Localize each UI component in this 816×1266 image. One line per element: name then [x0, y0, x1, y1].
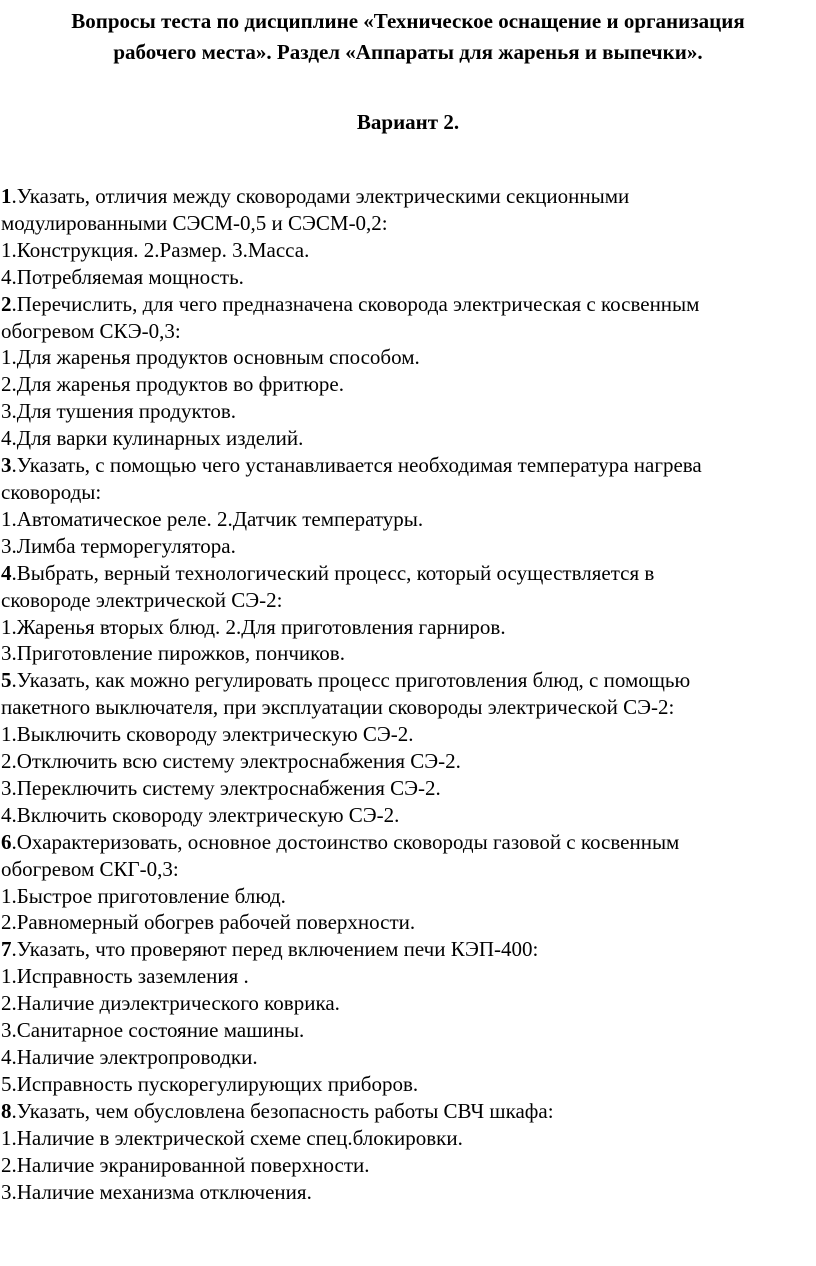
answer-option: 3.Лимба терморегулятора.	[1, 533, 236, 558]
variant-heading: Вариант 2.	[356, 110, 460, 134]
question-text: обогревом СКЭ-0,3:	[1, 318, 181, 343]
question-text: .Охарактеризовать, основное достоинство сковороды газовой с косвенным	[11, 829, 680, 854]
question-block	[1, 667, 813, 828]
question-text-line	[1, 318, 813, 345]
question-text: .Указать, что проверяют перед включением печи КЭП-400:	[11, 937, 539, 962]
answer-option: 4.Включить сковороду электрическую СЭ-2.	[1, 802, 400, 827]
answer-option: 1.Наличие в электрической схеме спец.блокировки.	[1, 1125, 463, 1150]
answer-option: 2.Отключить всю систему электроснабжения СЭ-2.	[1, 749, 461, 774]
question-number: 1	[1, 184, 12, 208]
answer-option: 4.Наличие электропроводки.	[1, 1045, 258, 1069]
question-text: модулированными СЭСМ-0,5 и СЭСМ-0,2:	[1, 210, 388, 235]
answer-option: 1.Жаренья вторых блюд. 2.Для приготовления гарниров.	[1, 614, 506, 639]
answer-option: 1.Исправность заземления .	[1, 964, 249, 989]
answer-option: 2.Равномерный обогрев рабочей поверхности.	[1, 910, 416, 935]
document-title	[0, 6, 816, 68]
question-text-line	[1, 667, 813, 694]
title-line: Вопросы теста по дисциплине «Техническое оснащение и организация	[71, 9, 745, 33]
answer-option: 2.Наличие диэлектрического коврика.	[1, 991, 340, 1016]
title-line: рабочего места». Раздел «Аппараты для жаренья и выпечки».	[113, 40, 703, 64]
question-text-line	[1, 936, 813, 963]
question-text: пакетного выключателя, при эксплуатации сковороды электрической СЭ-2:	[1, 695, 675, 720]
question-text-line	[1, 210, 813, 237]
question-text: .Указать, отличия между сковородами электрическими секционными	[11, 184, 630, 208]
question-block	[1, 183, 813, 291]
question-list	[1, 183, 813, 1205]
answer-option: 1.Выключить сковороду электрическую СЭ-2.	[1, 722, 414, 747]
answer-option: 1.Конструкция. 2.Размер. 3.Масса.	[1, 237, 310, 262]
answer-option: 1.Для жаренья продуктов основным способом.	[1, 345, 420, 370]
question-text: обогревом СКГ-0,3:	[1, 856, 179, 881]
question-text: сковороды:	[1, 479, 102, 504]
question-text: сковороде электрической СЭ-2:	[1, 587, 283, 612]
question-text-line	[1, 694, 813, 721]
question-text-line	[1, 829, 813, 856]
question-block	[1, 560, 813, 668]
answer-option: 3.Переключить систему электроснабжения СЭ-2.	[1, 775, 441, 800]
question-text-line	[1, 291, 813, 318]
question-number: 8	[1, 1098, 12, 1123]
question-text-line	[1, 452, 813, 479]
question-block	[1, 1098, 813, 1206]
question-block	[1, 291, 813, 452]
question-text-line	[1, 479, 813, 506]
question-block	[1, 936, 813, 1097]
question-text: .Указать, с помощью чего устанавливается необходимая температура нагрева	[11, 453, 702, 478]
answer-option: 3.Санитарное состояние машины.	[1, 1018, 305, 1043]
question-text: .Перечислить, для чего предназначена сковорода электрическая с косвенным	[11, 291, 700, 316]
answer-option: 5.Исправность пускорегулирующих приборов.	[1, 1071, 419, 1096]
answer-option: 3.Для тушения продуктов.	[1, 399, 237, 424]
question-text-line	[1, 560, 813, 587]
question-text-line	[1, 856, 813, 883]
question-number: 6	[1, 829, 12, 854]
question-text: .Указать, как можно регулировать процесс приготовления блюд, с помощью	[11, 668, 691, 693]
question-block	[1, 829, 813, 937]
answer-option: 2.Для жаренья продуктов во фритюре.	[1, 372, 344, 397]
question-block	[1, 452, 813, 560]
question-text-line	[1, 587, 813, 614]
question-number: 5	[1, 668, 12, 693]
answer-option: 4.Для варки кулинарных изделий.	[1, 426, 304, 451]
answer-option: 4.Потребляемая мощность.	[1, 264, 244, 289]
answer-option: 3.Приготовление пирожков, пончиков.	[1, 641, 345, 666]
question-text-line	[1, 183, 813, 210]
question-number: 2	[1, 291, 12, 316]
answer-option: 1.Быстрое приготовление блюд.	[1, 883, 286, 908]
question-number: 4	[1, 560, 12, 585]
question-text: .Указать, чем обусловлена безопасность работы СВЧ шкафа:	[11, 1098, 554, 1123]
answer-option: 2.Наличие экранированной поверхности.	[1, 1152, 370, 1177]
answer-option: 1.Автоматическое реле. 2.Датчик температуры.	[1, 506, 424, 531]
question-text: .Выбрать, верный технологический процесс, который осуществляется в	[11, 560, 655, 585]
question-number: 3	[1, 453, 12, 478]
answer-option: 3.Наличие механизма отключения.	[1, 1179, 312, 1204]
question-text-line	[1, 1098, 813, 1125]
question-number: 7	[1, 937, 12, 962]
